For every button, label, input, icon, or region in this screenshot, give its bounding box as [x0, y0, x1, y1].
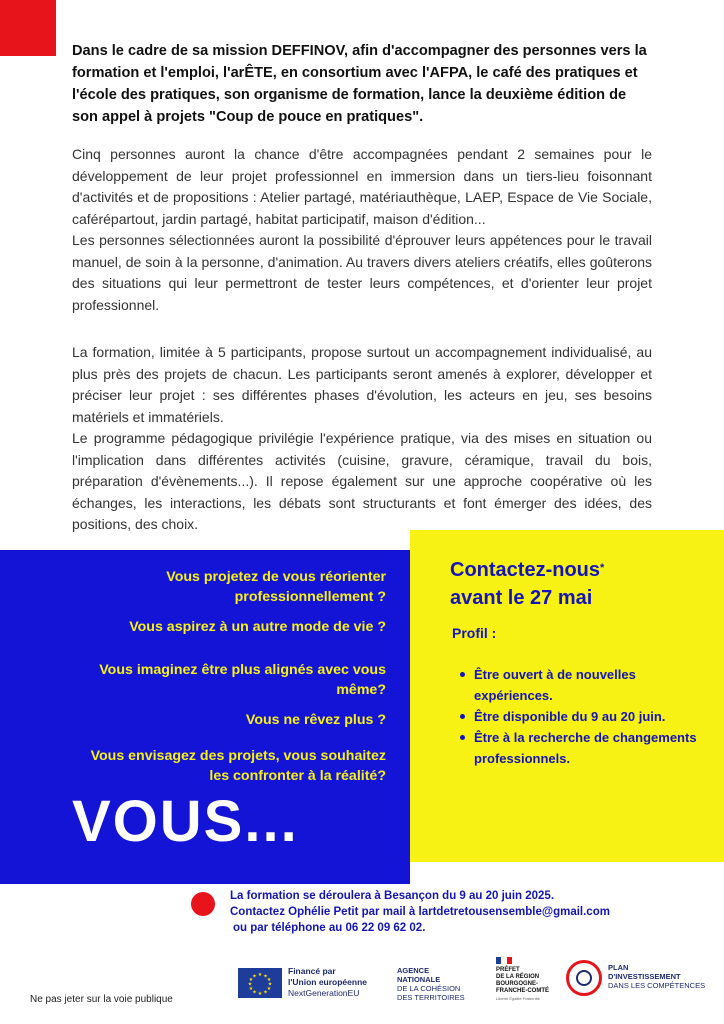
contact-line: Contactez Ophélie Petit par mail à lartdetretousensemble@gmail.com [230, 906, 610, 918]
description-paragraph: Le programme pédagogique privilégie l'expérience pratique, via des mises en situation ou l'implication dans différentes activités (cuisine, gravure, céramique, travail du bois, préparation d'évènements...). Il repose également sur une approche coopérative où les échanges, les interactions, les débats sont structurants et font émerger des idées, des positions, des choix. [72, 430, 652, 532]
description-block-2 [72, 342, 652, 536]
pic-logo: PLAN D'INVESTISSEMENT DANS LES COMPÉTENCES [608, 963, 706, 990]
profil-label: Profil : [452, 625, 497, 641]
red-corner-accent [0, 0, 56, 56]
prefet-logo: PRÉFET DE LA RÉGION BOURGOGNE- FRANCHE-COMTÉ Liberté Égalité Fraternité [496, 967, 549, 1001]
svg-text:★: ★ [248, 977, 254, 983]
contact-title: Contactez-nous* avant le 27 mai [450, 559, 605, 609]
question: Vous aspirez à un autre mode de vie ? [129, 619, 386, 635]
description-paragraph: Cinq personnes auront la chance d'être accompagnées pendant 2 semaines pour le développement de leur projet professionnel en immersion dans un tiers-lieu foisonnant d'activités et de propositions : Atelier partagé, matériauthèque, LAEP, Espace de Vie Sociale, caférépartout, jardin partagé, habitat participatif, maison d'édition... [72, 146, 652, 227]
svg-text:★: ★ [252, 973, 257, 980]
footer-note: Ne pas jeter sur la voie publique [30, 994, 173, 1005]
svg-text:★: ★ [252, 989, 257, 996]
description-block-1 [72, 144, 652, 316]
french-flag-icon [496, 957, 512, 964]
svg-text:★: ★ [248, 986, 254, 992]
svg-text:★: ★ [247, 981, 253, 988]
svg-text:★: ★ [263, 989, 268, 996]
description-paragraph: Les personnes sélectionnées auront la possibilité d'éprouver leurs appétences pour le travail manuel, de soin à la personne, d'animation. Au travers divers ateliers créatifs, elles goûterons des situations qui leur permettront de tester leurs compétences, et d'orienter leur projet professionnel. [72, 232, 652, 313]
requirement-item: Être disponible du 9 au 20 juin. [458, 706, 708, 727]
requirements-list [458, 664, 708, 769]
requirement-item: Être ouvert à de nouvelles expériences. [458, 664, 708, 706]
contact-info [230, 888, 610, 936]
contact-panel [410, 530, 724, 862]
vous-headline: VOUS... [72, 789, 299, 854]
question: Vous projetez de vous réorienter professionnellement ? [166, 569, 386, 605]
intro-paragraph: Dans le cadre de sa mission DEFFINOV, afin d'accompagner des personnes vers la formation et l'emploi, l'arÊTE, en consortium avec l'AFPA, le café des pratiques et l'école des pratiques, son organisme de formation, lance la deuxième édition de son appel à projets "Coup de pouce en pratiques". [72, 43, 647, 125]
svg-text:★: ★ [266, 986, 272, 992]
question: Vous ne rêvez plus ? [245, 712, 386, 728]
svg-text:★: ★ [257, 991, 263, 997]
requirement-item: Être à la recherche de changements professionnels. [458, 727, 708, 769]
eu-funding-label: Financé par l'Union européenne NextGenerationEU [288, 966, 367, 998]
svg-text:★: ★ [257, 972, 263, 978]
description-paragraph: La formation, limitée à 5 participants, propose surtout un accompagnement individualisé, au plus près des projets de chacun. Les participants seront amenés à explorer, développer et préciser leur projet : ses différentes phases d'évolution, les acteurs en jeu, ses besoins matériels et immatériels. [72, 344, 652, 425]
svg-text:★: ★ [266, 977, 272, 983]
questions-panel [0, 550, 410, 884]
svg-text:★: ★ [267, 981, 273, 988]
red-dot-bullet [191, 892, 215, 916]
svg-text:★: ★ [263, 973, 268, 980]
eu-flag-icon [238, 968, 282, 998]
pic-emblem-icon [566, 960, 602, 996]
agence-logo: AGENCE NATIONALE DE LA COHÉSION DES TERRITOIRES [397, 966, 465, 1002]
question: Vous imaginez être plus alignés avec vous même? [99, 662, 386, 698]
contact-line: La formation se déroulera à Besançon du 9 au 20 juin 2025. [230, 890, 555, 902]
contact-line: ou par téléphone au 06 22 09 62 02. [233, 922, 426, 934]
question: Vous envisagez des projets, vous souhaitez les confronter à la réalité? [90, 748, 386, 784]
